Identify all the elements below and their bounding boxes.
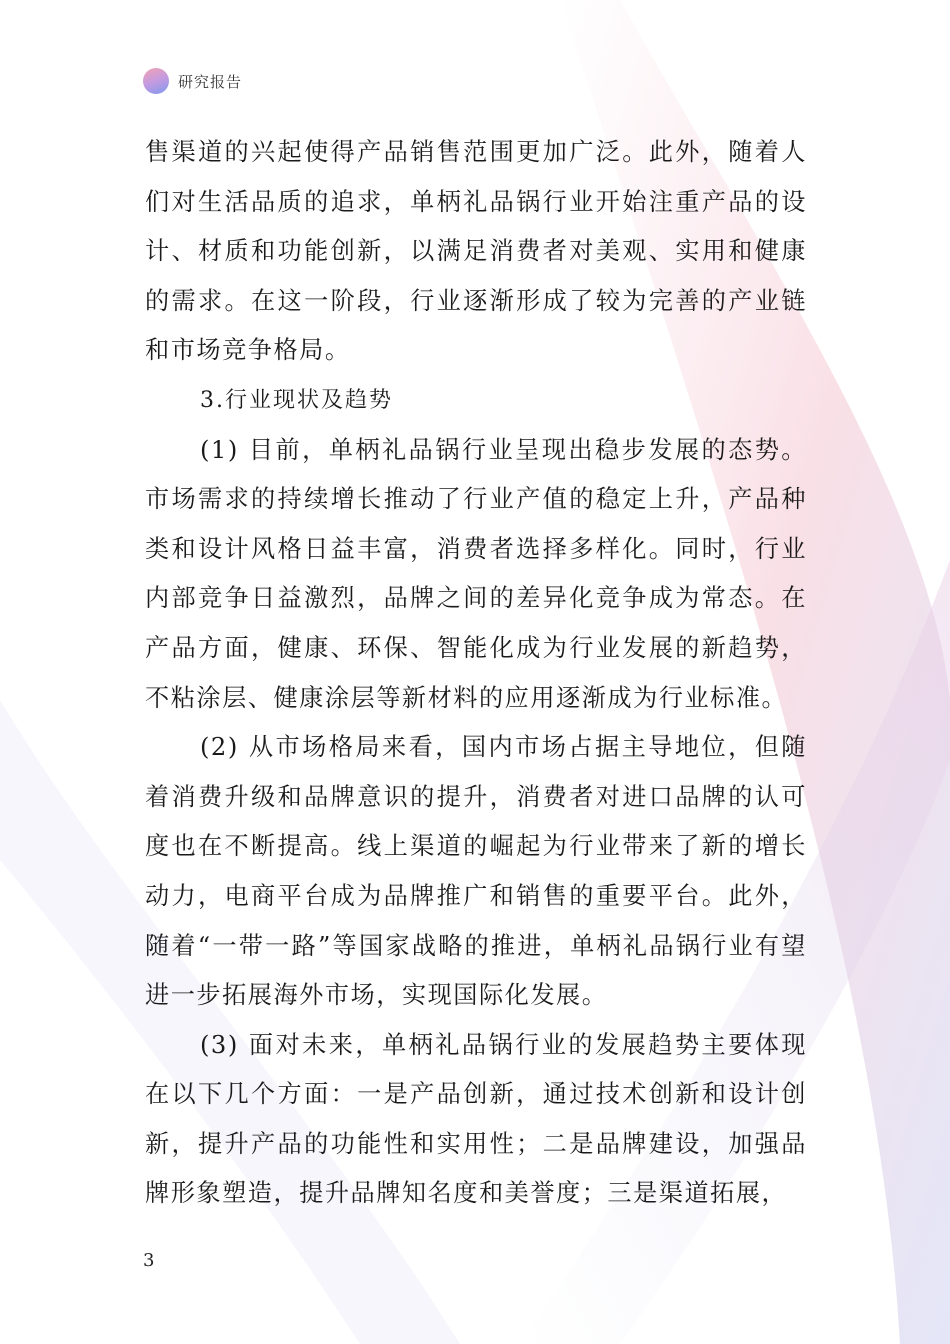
- body-paragraph: (3) 面对未来，单柄礼品锅行业的发展趋势主要体现在以下几个方面：一是产品创新，通过技术创新和设计创新，提升产品的功能性和实用性；二是品牌建设，加强品牌形象塑造，提升品牌知名度和美誉度；三是渠道拓展，: [145, 1030, 807, 1208]
- header-title: 研究报告: [178, 72, 243, 91]
- report-logo-icon: [143, 68, 169, 94]
- section-heading: 3.行业现状及趋势: [200, 387, 393, 413]
- page-number: 3: [143, 1250, 155, 1271]
- page-header: [143, 66, 242, 96]
- body-paragraph: (1) 目前，单柄礼品锅行业呈现出稳步发展的态势。市场需求的持续增长推动了行业产值的稳定上升，产品种类和设计风格日益丰富，消费者选择多样化。同时，行业内部竞争日益激烈，品牌之间的差异化竞争成为常态。在产品方面，健康、环保、智能化成为行业发展的新趋势，不粘涂层、健康涂层等新材料的应用逐渐成为行业标准。: [145, 435, 807, 712]
- body-paragraph: (2) 从市场格局来看，国内市场占据主导地位，但随着消费升级和品牌意识的提升，消费者对进口品牌的认可度也在不断提高。线上渠道的崛起为行业带来了新的增长动力，电商平台成为品牌推广和销售的重要平台。此外，随着“一带一路”等国家战略的推进，单柄礼品锅行业有望进一步拓展海外市场，实现国际化发展。: [145, 733, 807, 1010]
- document-body: [145, 128, 807, 1219]
- body-paragraph: 售渠道的兴起使得产品销售范围更加广泛。此外，随着人们对生活品质的追求，单柄礼品锅行业开始注重产品的设计、材质和功能创新，以满足消费者对美观、实用和健康的需求。在这一阶段，行业逐渐形成了较为完善的产业链和市场竞争格局。: [145, 138, 807, 365]
